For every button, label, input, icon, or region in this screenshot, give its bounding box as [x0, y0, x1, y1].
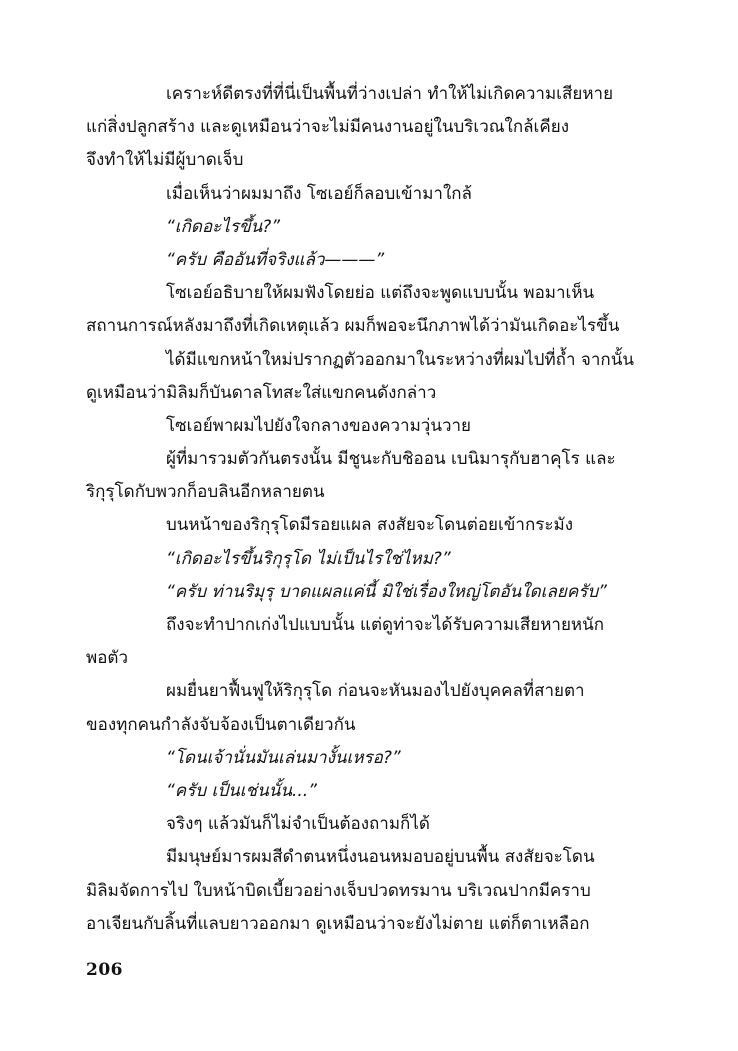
text-line: เมื่อเห็นว่าผมมาถึง โซเอย์ก็ลอบเข้ามาใกล้	[166, 183, 472, 204]
dialogue-line: “ครับ ท่านริมุรุ บาดแผลแค่นี้ มิใช่เรื่องใหญ่โตอันใดเลยครับ”	[166, 581, 607, 602]
text-line: ของทุกคนกำลังจับจ้องเป็นตาเดียวกัน	[86, 714, 356, 735]
text-line: บนหน้าของริกุรุโดมีรอยแผล สงสัยจะโดนต่อยเข้ากระมัง	[166, 515, 574, 536]
text-line: จึงทำให้ไม่มีผู้บาดเจ็บ	[86, 150, 244, 171]
text-line: มีมนุษย์มารผมสีดำตนหนึ่งนอนหมอบอยู่บนพื้น สงสัยจะโดน	[166, 847, 595, 868]
dialogue-line: “เกิดอะไรขึ้น?”	[166, 216, 281, 237]
text-line: พอตัว	[86, 648, 129, 669]
dialogue-line: “เกิดอะไรขึ้นริกุรุโด ไม่เป็นไรใช่ไหม?”	[166, 548, 451, 569]
text-line: ผมยื่นยาฟื้นฟูให้ริกุรุโด ก่อนจะหันมองไปยังบุคคลที่สายตา	[166, 681, 585, 702]
text-line: ถึงจะทำปากเก่งไปแบบนั้น แต่ดูท่าจะได้รับความเสียหายหนัก	[166, 615, 605, 635]
text-line: เคราะห์ดีตรงที่ที่นี่เป็นพื้นที่ว่างเปล่า ทำให้ไม่เกิดความเสียหาย	[166, 84, 614, 104]
text-line: มิลิมจัดการไป ใบหน้าบิดเบี้ยวอย่างเจ็บปวดทรมาน บริเวณปากมีคราบ	[86, 880, 591, 901]
dialogue-line: “ครับ เป็นเช่นนั้น...”	[166, 780, 317, 801]
text-line: แก่สิ่งปลูกสร้าง และดูเหมือนว่าจะไม่มีคนงานอยู่ในบริเวณใกล้เคียง	[86, 117, 569, 138]
dialogue-line: “โดนเจ้านั่นมันเล่นมางั้นเหรอ?”	[166, 747, 401, 768]
text-line: สถานการณ์หลังมาถึงที่เกิดเหตุแล้ว ผมก็พอจะนึกภาพได้ว่ามันเกิดอะไรขึ้น	[86, 316, 620, 337]
text-line: โซเอย์อธิบายให้ผมฟังโดยย่อ แต่ถึงจะพูดแบบนั้น พอมาเห็น	[166, 283, 595, 304]
dialogue-line: “ครับ คืออันที่จริงแล้ว———”	[166, 249, 385, 270]
body-text	[86, 78, 652, 941]
page-number: 206	[86, 960, 123, 980]
text-line: ผู้ที่มารวมตัวกันตรงนั้น มีชูนะกับชิออน เบนิมารุกับฮาคุโร และ	[166, 449, 616, 470]
text-line: ริกุรุโดกับพวกก็อบลินอีกหลายตน	[86, 482, 325, 503]
text-line: โซเอย์พาผมไปยังใจกลางของความวุ่นวาย	[166, 415, 472, 436]
text-line: จริงๆ แล้วมันก็ไม่จำเป็นต้องถามก็ได้	[166, 814, 430, 835]
text-line: ได้มีแขกหน้าใหม่ปรากฏตัวออกมาในระหว่างที่ผมไปที่ถ้ำ จากนั้น	[166, 349, 634, 370]
text-line: อาเจียนกับลิ้นที่แลบยาวออกมา ดูเหมือนว่าจะยังไม่ตาย แต่ก็ตาเหลือก	[86, 913, 590, 934]
text-line: ดูเหมือนว่ามิลิมก็บันดาลโทสะใส่แขกคนดังกล่าว	[86, 382, 437, 403]
